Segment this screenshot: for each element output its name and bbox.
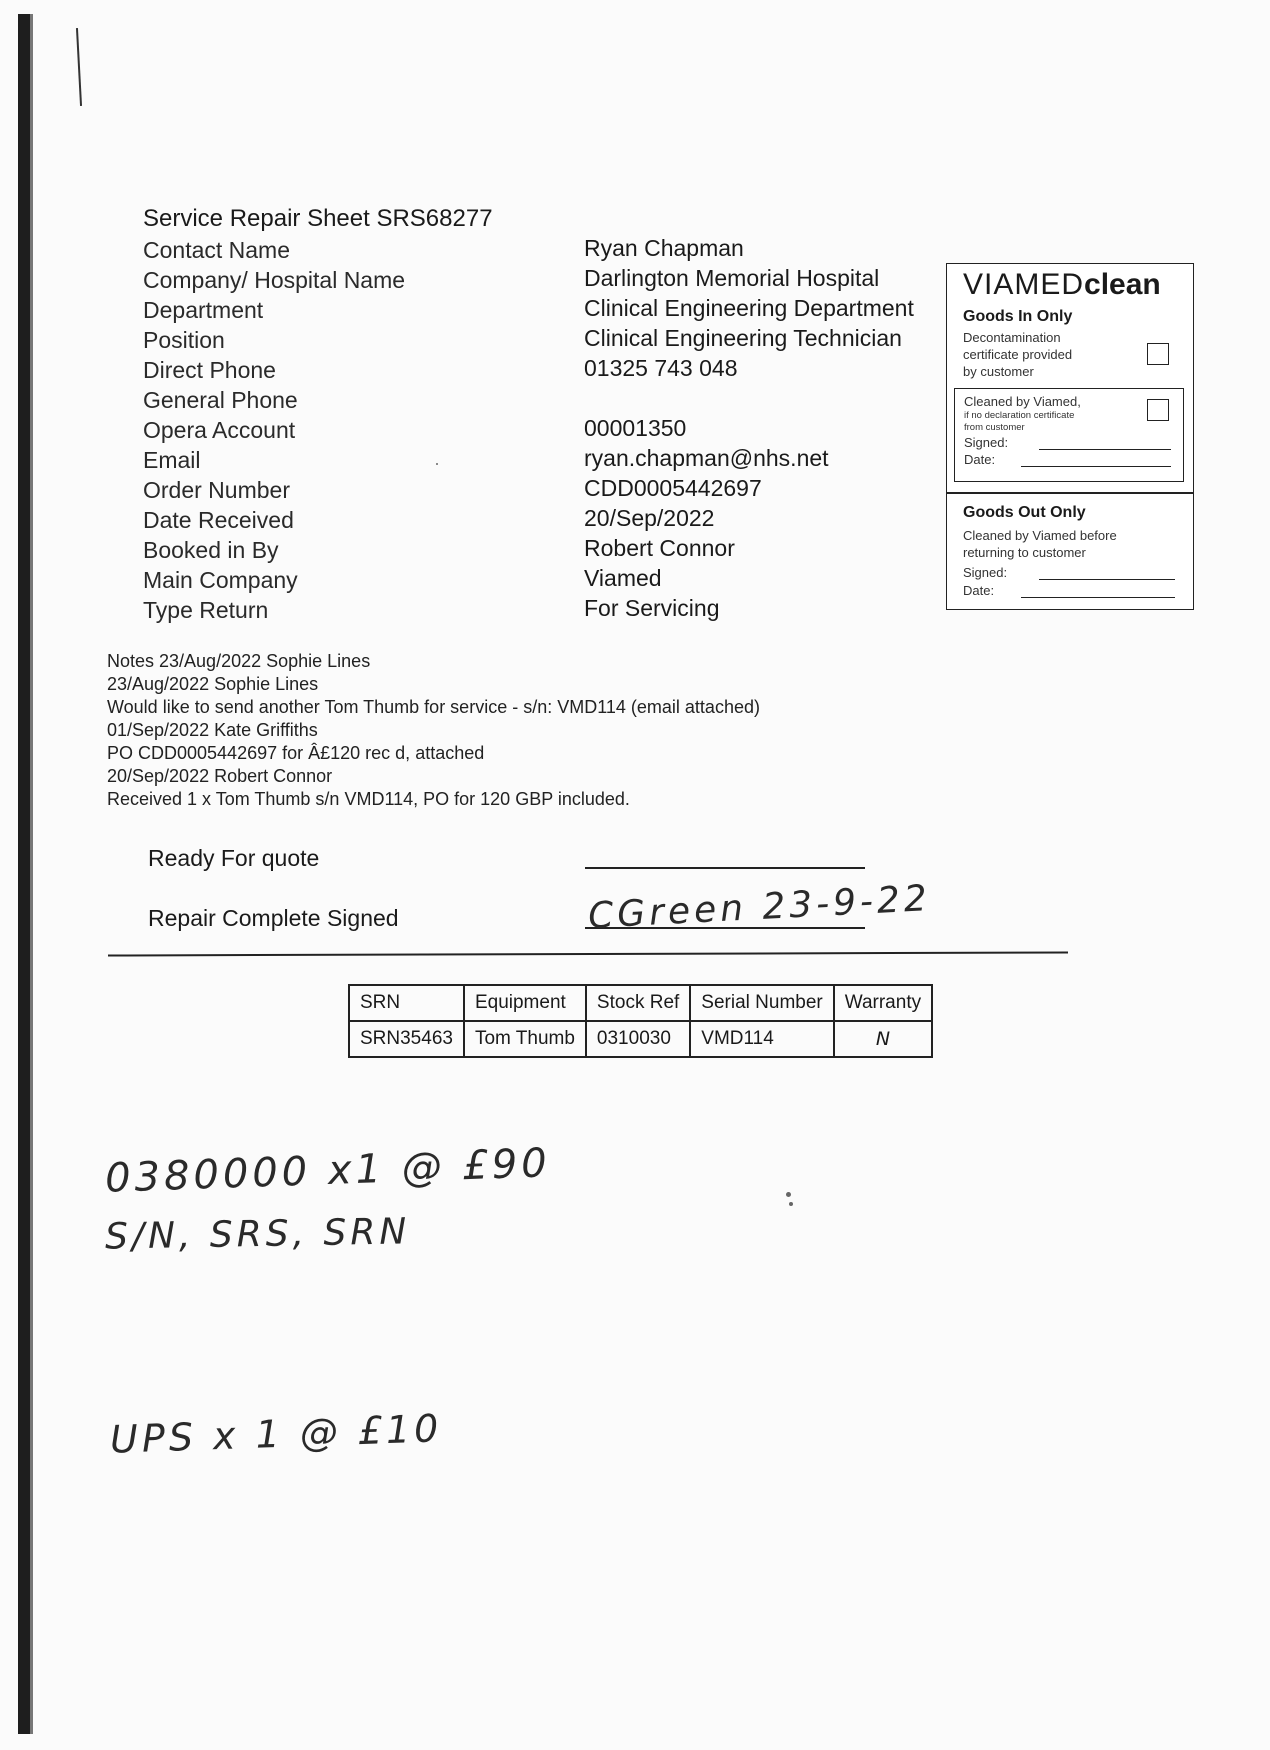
table-row bbox=[349, 1021, 932, 1057]
handwritten-line-3: UPS x 1 @ £10 bbox=[109, 1406, 444, 1462]
date-label: Date: bbox=[964, 452, 996, 467]
repair-complete-signature: CGreen 23-9-22 bbox=[587, 878, 932, 937]
label-opera-account: Opera Account bbox=[143, 417, 296, 443]
goods-out-line-2: returning to customer bbox=[963, 545, 1086, 560]
signed-line bbox=[1039, 449, 1171, 450]
label-general-phone: General Phone bbox=[143, 387, 298, 413]
decon-checkbox[interactable] bbox=[1147, 343, 1169, 365]
header-stock-ref: Stock Ref bbox=[586, 985, 690, 1021]
scan-edge-shadow bbox=[30, 14, 33, 1734]
label-order-number: Order Number bbox=[143, 477, 290, 503]
date-line bbox=[1021, 466, 1171, 467]
value-type-return: For Servicing bbox=[584, 595, 720, 621]
note-line: 20/Sep/2022 Robert Connor bbox=[107, 766, 333, 786]
viamed-clean-stamp bbox=[946, 263, 1194, 610]
decon-line-3: by customer bbox=[963, 364, 1034, 379]
section-divider bbox=[108, 951, 1068, 956]
value-email: ryan.chapman@nhs.net bbox=[584, 445, 829, 471]
cell-equipment: Tom Thumb bbox=[464, 1021, 586, 1057]
note-line: 23/Aug/2022 Sophie Lines bbox=[107, 674, 319, 694]
value-date-received: 20/Sep/2022 bbox=[584, 505, 715, 531]
label-type-return: Type Return bbox=[143, 597, 269, 623]
note-line: Would like to send another Tom Thumb for service - s/n: VMD114 (email attached) bbox=[107, 697, 760, 717]
label-booked-in-by: Booked in By bbox=[143, 537, 279, 563]
scan-speck bbox=[789, 1202, 793, 1206]
goods-in-title: Goods In Only bbox=[963, 308, 1073, 325]
signed-label-out: Signed: bbox=[963, 565, 1008, 580]
note-line: Received 1 x Tom Thumb s/n VMD114, PO for 120 GBP included. bbox=[107, 789, 630, 809]
header-warranty: Warranty bbox=[834, 985, 932, 1021]
value-company: Darlington Memorial Hospital bbox=[584, 265, 880, 291]
note-line: PO CDD0005442697 for Â£120 rec d, attached bbox=[107, 743, 485, 763]
repair-complete-label: Repair Complete Signed bbox=[148, 905, 399, 931]
handwritten-line-1: 0380000 x1 @ £90 bbox=[104, 1140, 552, 1202]
brand-bold: clean bbox=[1084, 268, 1161, 301]
scan-speck bbox=[436, 463, 438, 465]
field-labels bbox=[143, 235, 405, 625]
decon-line-1: Decontamination bbox=[963, 330, 1061, 345]
signed-label: Signed: bbox=[964, 435, 1009, 450]
label-direct-phone: Direct Phone bbox=[143, 357, 276, 383]
value-direct-phone: 01325 743 048 bbox=[584, 355, 738, 381]
cell-warranty: N bbox=[834, 1021, 932, 1057]
goods-out-title: Goods Out Only bbox=[963, 504, 1086, 521]
date-label-out: Date: bbox=[963, 583, 995, 598]
value-opera-account: 00001350 bbox=[584, 415, 687, 441]
label-contact-name: Contact Name bbox=[143, 237, 291, 263]
notes-section bbox=[107, 650, 760, 811]
value-contact-name: Ryan Chapman bbox=[584, 235, 744, 261]
label-main-company: Main Company bbox=[143, 567, 298, 593]
handwritten-line-2: S/N, SRS, SRN bbox=[104, 1211, 411, 1258]
header-srn: SRN bbox=[349, 985, 464, 1021]
note-line: Notes 23/Aug/2022 Sophie Lines bbox=[107, 651, 371, 671]
label-company: Company/ Hospital Name bbox=[143, 267, 406, 293]
value-booked-in-by: Robert Connor bbox=[584, 535, 735, 561]
cell-srn: SRN35463 bbox=[349, 1021, 464, 1057]
value-order-number: CDD0005442697 bbox=[584, 475, 762, 501]
equipment-table bbox=[348, 984, 933, 1058]
date-line-out bbox=[1021, 597, 1175, 598]
cell-stock-ref: 0310030 bbox=[586, 1021, 690, 1057]
label-date-received: Date Received bbox=[143, 507, 294, 533]
cleaned-title: Cleaned by Viamed, bbox=[964, 394, 1081, 409]
label-email: Email bbox=[143, 447, 201, 473]
stamp-divider bbox=[947, 492, 1193, 494]
sheet-title: Service Repair Sheet SRS68277 bbox=[143, 205, 493, 232]
field-values bbox=[584, 233, 914, 623]
cleaned-note-2: from customer bbox=[964, 422, 1025, 433]
ready-for-quote-line bbox=[585, 867, 865, 869]
value-main-company: Viamed bbox=[584, 565, 662, 591]
scan-speck bbox=[786, 1192, 791, 1197]
table-header-row bbox=[349, 985, 932, 1021]
goods-out-line-1: Cleaned by Viamed before bbox=[963, 528, 1117, 543]
cleaned-by-viamed-box bbox=[954, 388, 1184, 482]
value-department: Clinical Engineering Department bbox=[584, 295, 914, 321]
ready-for-quote-label: Ready For quote bbox=[148, 845, 320, 871]
cleaned-checkbox[interactable] bbox=[1147, 399, 1169, 421]
scan-mark bbox=[76, 28, 82, 106]
header-serial-number: Serial Number bbox=[690, 985, 833, 1021]
cleaned-note-1: if no declaration certificate bbox=[964, 410, 1075, 421]
value-position: Clinical Engineering Technician bbox=[584, 325, 902, 351]
brand-light: VIAMED bbox=[963, 268, 1085, 301]
label-department: Department bbox=[143, 297, 264, 323]
stamp-brand bbox=[963, 268, 1161, 302]
scan-edge bbox=[18, 14, 30, 1734]
cell-serial-number: VMD114 bbox=[690, 1021, 833, 1057]
signed-line-out bbox=[1039, 579, 1175, 580]
label-position: Position bbox=[143, 327, 225, 353]
decon-line-2: certificate provided bbox=[963, 347, 1073, 362]
note-line: 01/Sep/2022 Kate Griffiths bbox=[107, 720, 318, 740]
value-general-phone bbox=[584, 383, 914, 413]
header-equipment: Equipment bbox=[464, 985, 586, 1021]
